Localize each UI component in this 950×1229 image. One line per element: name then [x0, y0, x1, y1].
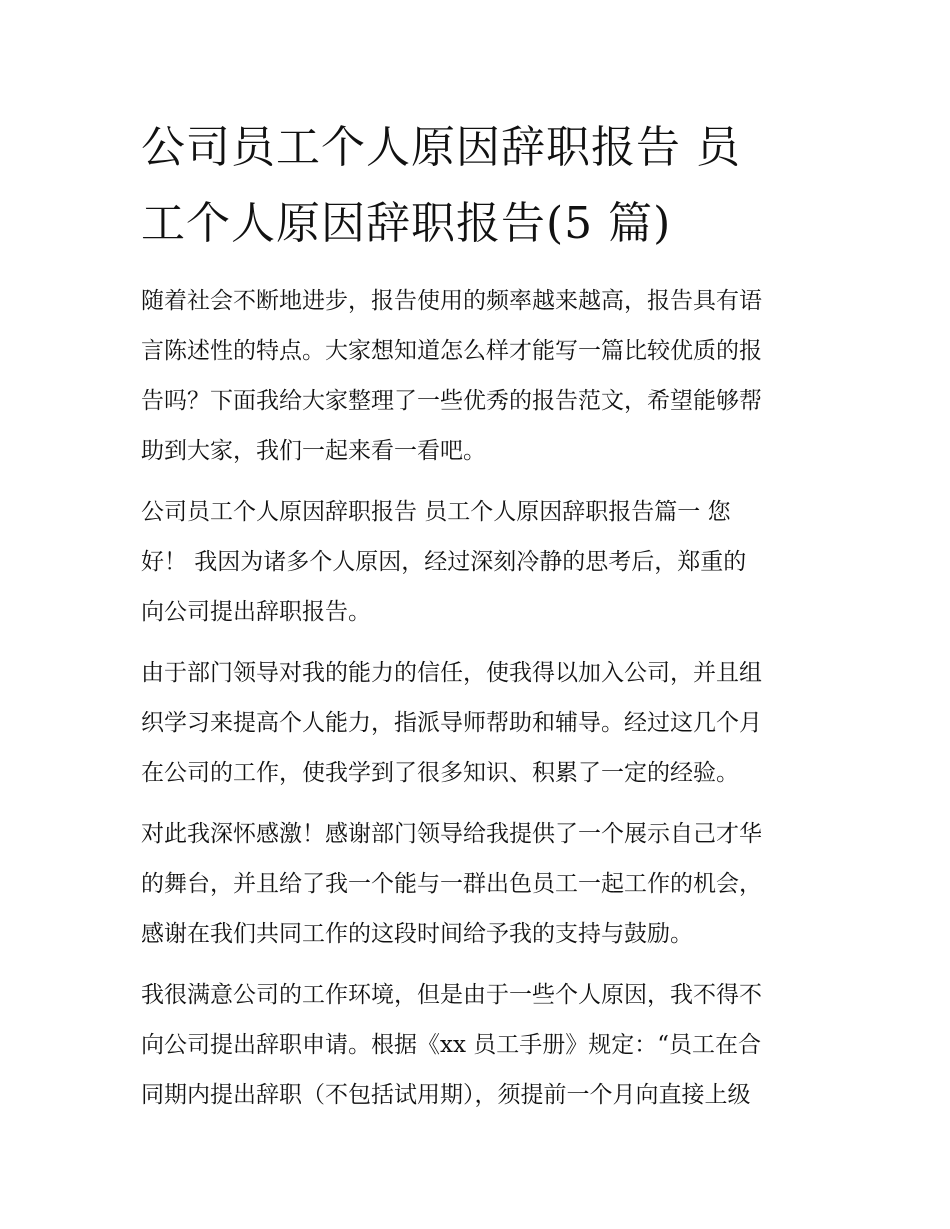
text-line: 对此我深怀感激！感谢部门领导给我提供了一个展示自己才华	[141, 821, 762, 847]
text-line: 告吗？下面我给大家整理了一些优秀的报告范文，希望能够帮	[141, 388, 762, 414]
text-line: 我很满意公司的工作环境，但是由于一些个人原因，我不得不	[141, 982, 762, 1008]
text-line: 向公司提出辞职报告。	[141, 599, 371, 625]
text-line: 言陈述性的特点。大家想知道怎么样才能写一篇比较优质的报	[141, 338, 762, 364]
title-line: 公司员工个人原因辞职报告 员	[141, 122, 741, 173]
paragraph-gratitude	[141, 648, 813, 798]
document-paragraphs	[141, 276, 813, 1120]
paragraph-resignation	[141, 970, 813, 1120]
text-line: 向公司提出辞职申请。根据《xx 员工手册》规定：“员工在合	[141, 1032, 762, 1058]
text-line: 随着社会不断地进步，报告使用的频率越来越高，报告具有语	[141, 288, 762, 314]
text-line: 织学习来提高个人能力，指派导师帮助和辅导。经过这几个月	[141, 710, 762, 736]
text-line: 的舞台，并且给了我一个能与一群出色员工一起工作的机会，	[141, 871, 762, 897]
document-title	[141, 110, 813, 262]
text-line: 由于部门领导对我的能力的信任，使我得以加入公司，并且组	[141, 660, 762, 686]
text-line: 公司员工个人原因辞职报告 员工个人原因辞职报告篇一 您	[141, 499, 731, 525]
document-body	[141, 110, 813, 1131]
text-line: 在公司的工作，使我学到了很多知识、积累了一定的经验。	[141, 760, 739, 786]
paragraph-thanks	[141, 809, 813, 959]
paragraph-greeting	[141, 487, 813, 637]
text-line: 同期内提出辞职（不包括试用期），须提前一个月向直接上级	[141, 1082, 751, 1108]
text-line: 好！ 我因为诸多个人原因，经过深刻冷静的思考后，郑重的	[141, 549, 747, 575]
text-line: 感谢在我们共同工作的这段时间给予我的支持与鼓励。	[141, 921, 693, 947]
title-line: 工个人原因辞职报告(5 篇)	[141, 198, 672, 249]
paragraph-intro	[141, 276, 813, 476]
text-line: 助到大家，我们一起来看一看吧。	[141, 438, 486, 464]
